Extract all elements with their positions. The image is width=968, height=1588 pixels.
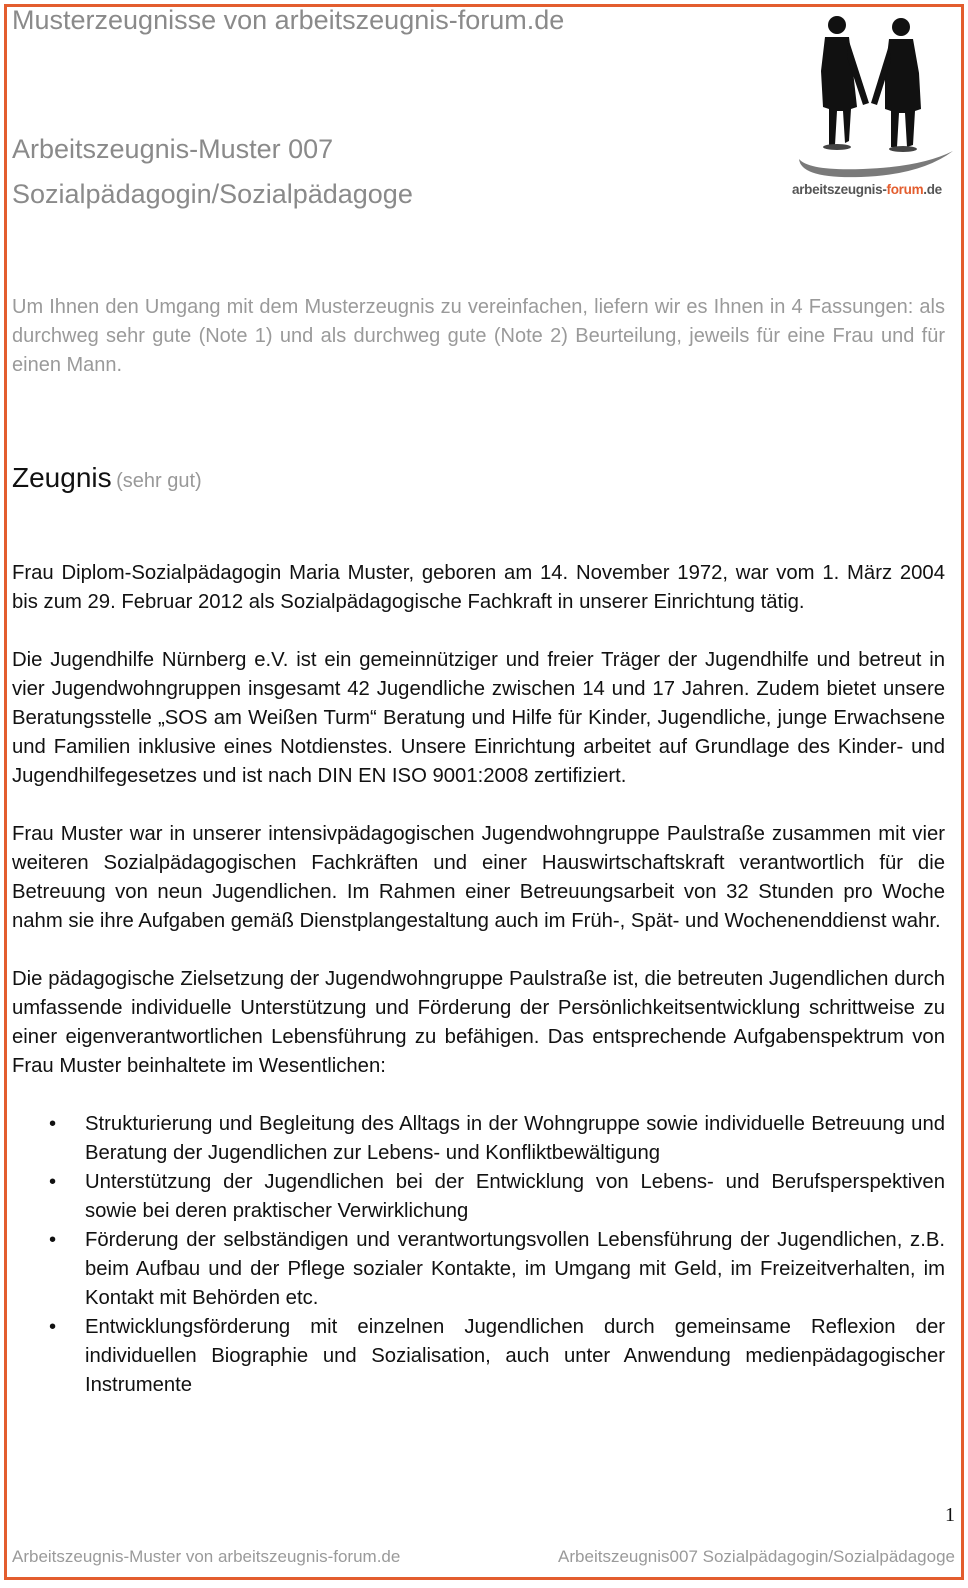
task-list bbox=[12, 1110, 945, 1400]
heading-sub: (sehr gut) bbox=[116, 470, 202, 492]
footer-left: Arbeitszeugnis-Muster von arbeitszeugnis-forum.de bbox=[12, 1547, 401, 1566]
bullet-icon: • bbox=[49, 1229, 57, 1251]
section-heading bbox=[12, 462, 202, 494]
bullet-icon: • bbox=[49, 1113, 57, 1135]
list-item: • Entwicklungsförderung mit einzelnen Jugendlichen durch gemeinsame Reflexion der individuellen Biographie und Sozialisation, auch unter Anwendung medienpädagogischer Instrumente bbox=[12, 1313, 945, 1400]
paragraph: Frau Diplom-Sozialpädagogin Maria Muster, geboren am 14. November 1972, war vom 1. März 2004 bis zum 29. Februar 2012 als Sozialpädagogische Fachkraft in unserer Einrichtung tätig. bbox=[12, 562, 945, 613]
document-title bbox=[12, 127, 413, 217]
paragraph: Frau Muster war in unserer intensivpädagogischen Jugendwohngruppe Paulstraße zusammen mit vier weiteren Sozialpädagogischen Fachkräften und einer Hauswirtschaftskraft verantwortlich für die Betreuung von neun Jugendlichen. Im Rahmen einer Betreuungsarbeit von 32 Stunden pro Woche nahm sie ihre Aufgaben gemäß Dienstplangestaltung auch im Früh-, Spät- und Wochenenddienst wahr. bbox=[12, 823, 945, 932]
heading-main: Zeugnis bbox=[12, 462, 112, 493]
logo-text: arbeitszeugnis-forum.de bbox=[792, 182, 942, 197]
list-item: • Strukturierung und Begleitung des Alltags in der Wohngruppe sowie individuelle Betreuung und Beratung der Jugendlichen zur Lebens- und Konfliktbewältigung bbox=[12, 1110, 945, 1168]
handshake-silhouettes-icon bbox=[791, 11, 957, 203]
bullet-icon: • bbox=[49, 1171, 57, 1193]
paragraph: Die pädagogische Zielsetzung der Jugendwohngruppe Paulstraße ist, die betreuten Jugendlichen durch umfassende individuelle Unterstützung und Förderung der Persönlichkeitsentwicklung schrittweise zu einer eigenverantwortlichen Lebensführung zu befähigen. Das entsprechende Aufgabenspektrum von Frau Muster beinhaltete im Wesentlichen: bbox=[12, 968, 945, 1077]
document-page bbox=[4, 4, 964, 1580]
footer-right: Arbeitszeugnis007 Sozialpädagogin/Sozialpädagoge bbox=[558, 1547, 955, 1566]
list-item: • Unterstützung der Jugendlichen bei der Entwicklung von Lebens- und Berufsperspektiven sowie bei deren praktischer Verwirklichung bbox=[12, 1168, 945, 1226]
paragraph: Die Jugendhilfe Nürnberg e.V. ist ein gemeinnütziger und freier Träger der Jugendhilfe und betreut in vier Jugendwohngruppen insgesamt 42 Jugendliche zwischen 14 und 17 Jahren. Zudem bietet unsere Beratungsstelle „SOS am Weißen Turm“ Beratung und Hilfe für Kinder, Jugendliche, junge Erwachsene und Familien inklusive eines Notdienstes. Unsere Einrichtung arbeitet auf Grundlage des Kinder- und Jugendhilfegesetzes und ist nach DIN EN ISO 9001:2008 zertifiziert. bbox=[12, 649, 945, 787]
page-number: 1 bbox=[945, 1504, 955, 1526]
bullet-icon: • bbox=[49, 1316, 57, 1338]
site-header: Musterzeugnisse von arbeitszeugnis-forum.de bbox=[12, 5, 565, 35]
list-item: • Förderung der selbständigen und verantwortungsvollen Lebensführung der Jugendlichen, z.B. beim Aufbau und der Pflege sozialer Kontakte, im Umgang mit Geld, im Freizeitverhalten, im Kontakt mit Behörden etc. bbox=[12, 1226, 945, 1313]
certificate-body bbox=[12, 559, 945, 1400]
intro-paragraph: Um Ihnen den Umgang mit dem Musterzeugnis zu vereinfachen, liefern wir es Ihnen in 4 Fassungen: als durchweg sehr gute (Note 1) und als durchweg gute (Note 2) Beurteilung, jeweils für eine Frau und für einen Mann. bbox=[12, 296, 945, 376]
title-line-1: Arbeitszeugnis-Muster 007 bbox=[12, 134, 334, 164]
title-line-2: Sozialpädagogin/Sozialpädagoge bbox=[12, 179, 413, 209]
